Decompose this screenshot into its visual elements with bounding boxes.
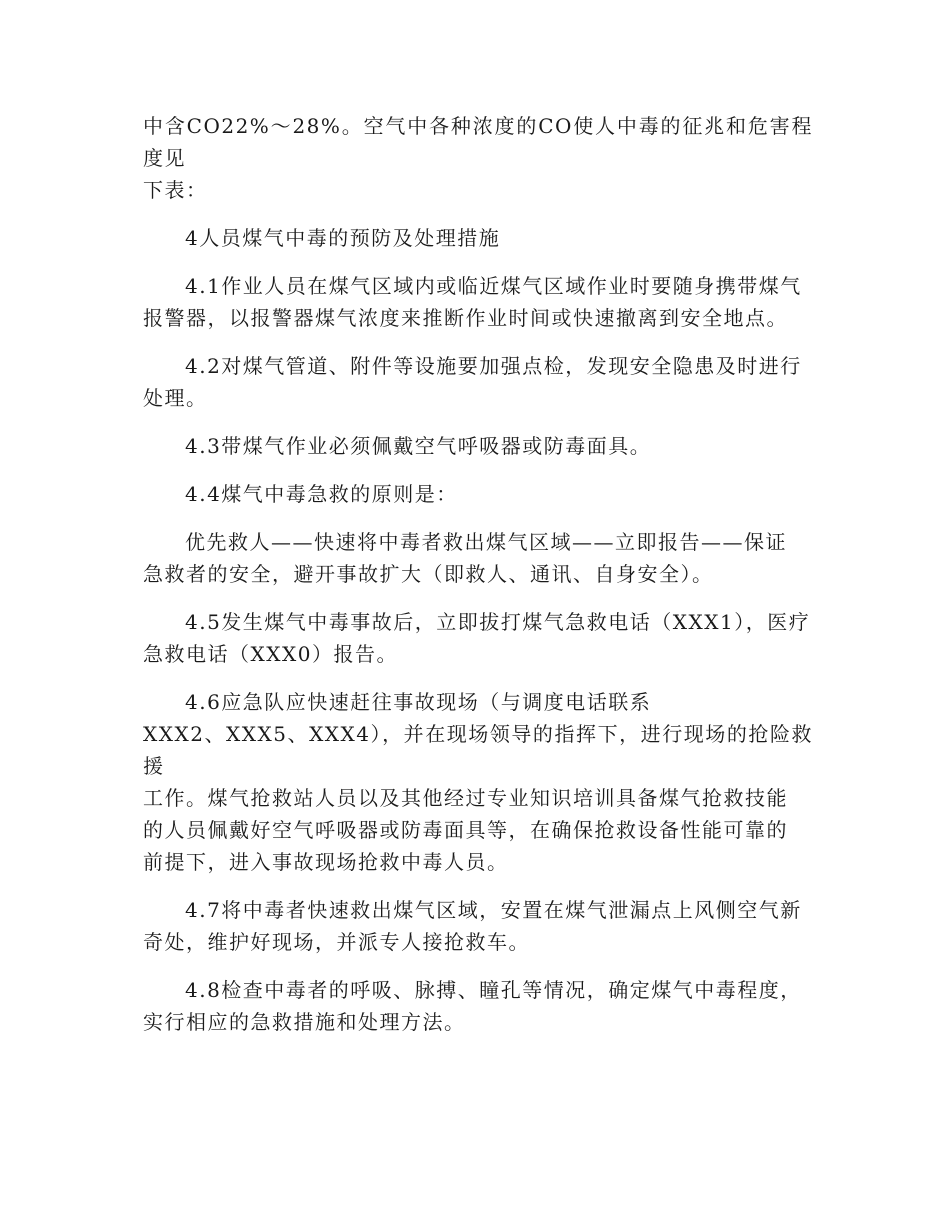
text-line: 4人员煤气中毒的预防及处理措施 [185, 226, 501, 250]
text-line: 4.1作业人员在煤气区域内或临近煤气区域作业时要随身携带煤气 [185, 274, 802, 298]
text-line: 4.4煤气中毒急救的原则是： [185, 482, 458, 506]
text-line: 实行相应的急救措施和处理方法。 [143, 1010, 466, 1034]
paragraph-4-8 [143, 974, 813, 1038]
text-line: 4.2对煤气管道、附件等设施要加强点检，发现安全隐患及时进行 [185, 354, 802, 378]
text-line: 优先救人——快速将中毒者救出煤气区域——立即报告——保证 [185, 530, 787, 554]
paragraph-4-7 [143, 894, 813, 958]
text-line: 前提下，进入事故现场抢救中毒人员。 [143, 850, 509, 874]
text-line: 中含CO22%～28%。空气中各种浓度的CO使人中毒的征兆和危害程度见 [143, 114, 813, 170]
paragraph-rescue-principle [143, 526, 813, 590]
paragraph-4-3 [143, 430, 813, 462]
text-line: 4.6应急队应快速赶往事故现场（与调度电话联系 [185, 690, 652, 714]
paragraph-4-1 [143, 270, 813, 334]
document-body [143, 110, 813, 1054]
text-line: 4.5发生煤气中毒事故后，立即拔打煤气急救电话（XXX1），医疗 [185, 610, 811, 634]
text-line: 4.3带煤气作业必须佩戴空气呼吸器或防毒面具。 [185, 434, 652, 458]
text-line: 4.7将中毒者快速救出煤气区域，安置在煤气泄漏点上风侧空气新 [185, 898, 802, 922]
text-line: 处理。 [143, 386, 208, 410]
text-line: 报警器，以报警器煤气浓度来推断作业时间或快速撤离到安全地点。 [143, 306, 788, 330]
text-line: XXX2、XXX5、XXX4），并在现场领导的指挥下，进行现场的抢险救援 [143, 722, 813, 778]
text-line: 急救者的安全，避开事故扩大（即救人、通讯、自身安全）。 [143, 562, 714, 586]
text-line: 工作。煤气抢救站人员以及其他经过专业知识培训具备煤气抢救技能 [143, 786, 788, 810]
text-line: 奇处，维护好现场，并派专人接抢救车。 [143, 930, 530, 954]
paragraph-4-6 [143, 686, 813, 878]
paragraph-4-2 [143, 350, 813, 414]
text-line: 急救电话（XXX0）报告。 [143, 642, 398, 666]
text-line: 下表： [143, 178, 208, 202]
paragraph-co-intro [143, 110, 813, 206]
section-heading-4 [143, 222, 813, 254]
text-line: 的人员佩戴好空气呼吸器或防毒面具等，在确保抢救设备性能可靠的 [143, 818, 788, 842]
text-line: 4.8检查中毒者的呼吸、脉搏、瞳孔等情况，确定煤气中毒程度， [185, 978, 802, 1002]
paragraph-4-5 [143, 606, 813, 670]
paragraph-4-4 [143, 478, 813, 510]
